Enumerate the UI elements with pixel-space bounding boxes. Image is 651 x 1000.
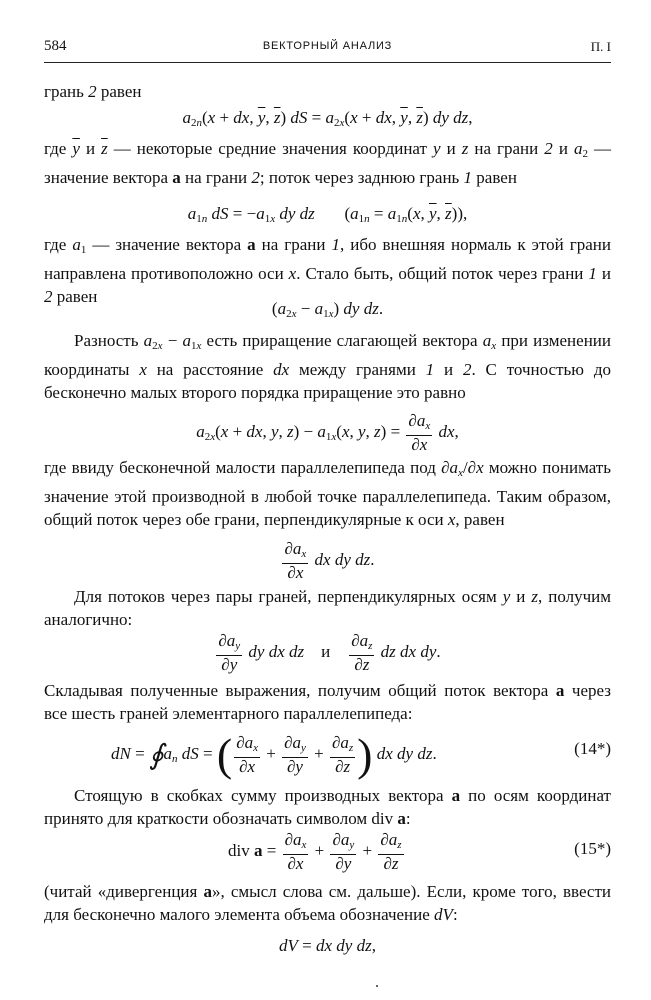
paragraph-9: (читай «дивергенция a», смысл слова см. дальше). Если, кроме того, ввести для бесконечно малого элемента объема обозначение dV: <box>44 882 612 924</box>
equation-14: dN = $∮a_n$ dS = ( $\frac{\partial a_x}{\partial x}$ + $\frac{\partial a_y}{\partial y}$ + $\frac{\partial a_z}{\partial z}$ ) dx dy dz. (14*) <box>111 729 611 780</box>
paragraph-6: Для потоков через пары граней, перпендикулярных осям y и z, получим аналогично: <box>44 587 611 629</box>
paragraph-8: Стоящую в скобках сумму производных вектора a по осям координат принято для краткости обозначать символом div a: <box>44 786 611 828</box>
paragraph-4: Разность $a_{2x} - a_{1x}$ есть приращение слагающей вектора $a_x$ при изменении координаты x на расстояние dx между гранями 1 и 2. С точностью до бесконечно малых второго порядка приращение это равно <box>44 331 611 402</box>
equation-x-pair-flux: $\frac{\partial a_x}{\partial x}$ dx dy dz. <box>284 539 375 582</box>
equation-y-z-pair-flux: $\frac{\partial a_y}{\partial y}$ dy dx dz и $\frac{\partial a_z}{\partial z}$ dz dx dy. <box>218 631 441 674</box>
paragraph-7: Складывая полученные выражения, получим общий поток вектора a через все шесть граней элементарного параллелепипеда: <box>44 681 611 723</box>
page-number: 584 <box>44 38 67 54</box>
equation-total-x-flux: $(a_{2x} - a_{1x})$ dy dz. <box>271 299 384 320</box>
equation-14-label: (14*) <box>574 739 611 758</box>
equation-back-face-flux: $a_{1n}$ dS = $-a_{1x}$ dy dz ($a_{1n} = a_{1n}(x$, $\overline{y}$, $\overline{z}$)), <box>187 204 468 225</box>
paragraph-1: грань 2 равен <box>44 82 142 101</box>
header-rule <box>44 62 611 63</box>
paragraph-3: где $a_1$ — значение вектора a на грани 1, ибо внешняя нормаль к этой грани направлена противоположно оси x. Стало быть, общий поток через грани 1 и 2 равен <box>44 235 611 306</box>
paragraph-5: где ввиду бесконечной малости параллелепипеда под $\partial a_x/\partial x$ можно понимать значение этой производной в любой точке параллелепипеда. Таким образом, общий поток через обе грани, перпендикулярные к оси x, равен <box>44 458 611 529</box>
equation-increment: $a_{2x}(x$ + dx, y, $z) - a_{1x}(x$, y, z) = $\frac{\partial a_x}{\partial x}$ dx, <box>196 411 459 454</box>
equation-volume-element: dV = dx dy dz, <box>279 936 376 955</box>
equation-front-face-flux: $a_{2n}(x$ + dx, $\overline{y}$, $\overline{z}$) dS = $a_{2x}(x$ + dx, $\overline{y}$, $\overline{z}$) dy dz, <box>182 108 473 129</box>
print-speck <box>376 985 378 987</box>
equation-15: div a = $\frac{\partial a_x}{\partial x}$ + $\frac{\partial a_y}{\partial y}$ + $\frac{\partial a_z}{\partial z}$ (15*) <box>228 830 611 873</box>
section-marker: П. I <box>590 39 611 54</box>
running-title: ВЕКТОРНЫЙ АНАЛИЗ <box>262 40 393 52</box>
running-header <box>44 38 611 62</box>
and-word: и <box>321 641 331 661</box>
paragraph-2: где $\overline{y}$ и $\overline{z}$ — некоторые средние значения координат y и z на грани 2 и $a_2$ — значение вектора a на грани 2; поток через заднюю грань 1 равен <box>44 139 611 187</box>
equation-15-label: (15*) <box>574 839 611 858</box>
